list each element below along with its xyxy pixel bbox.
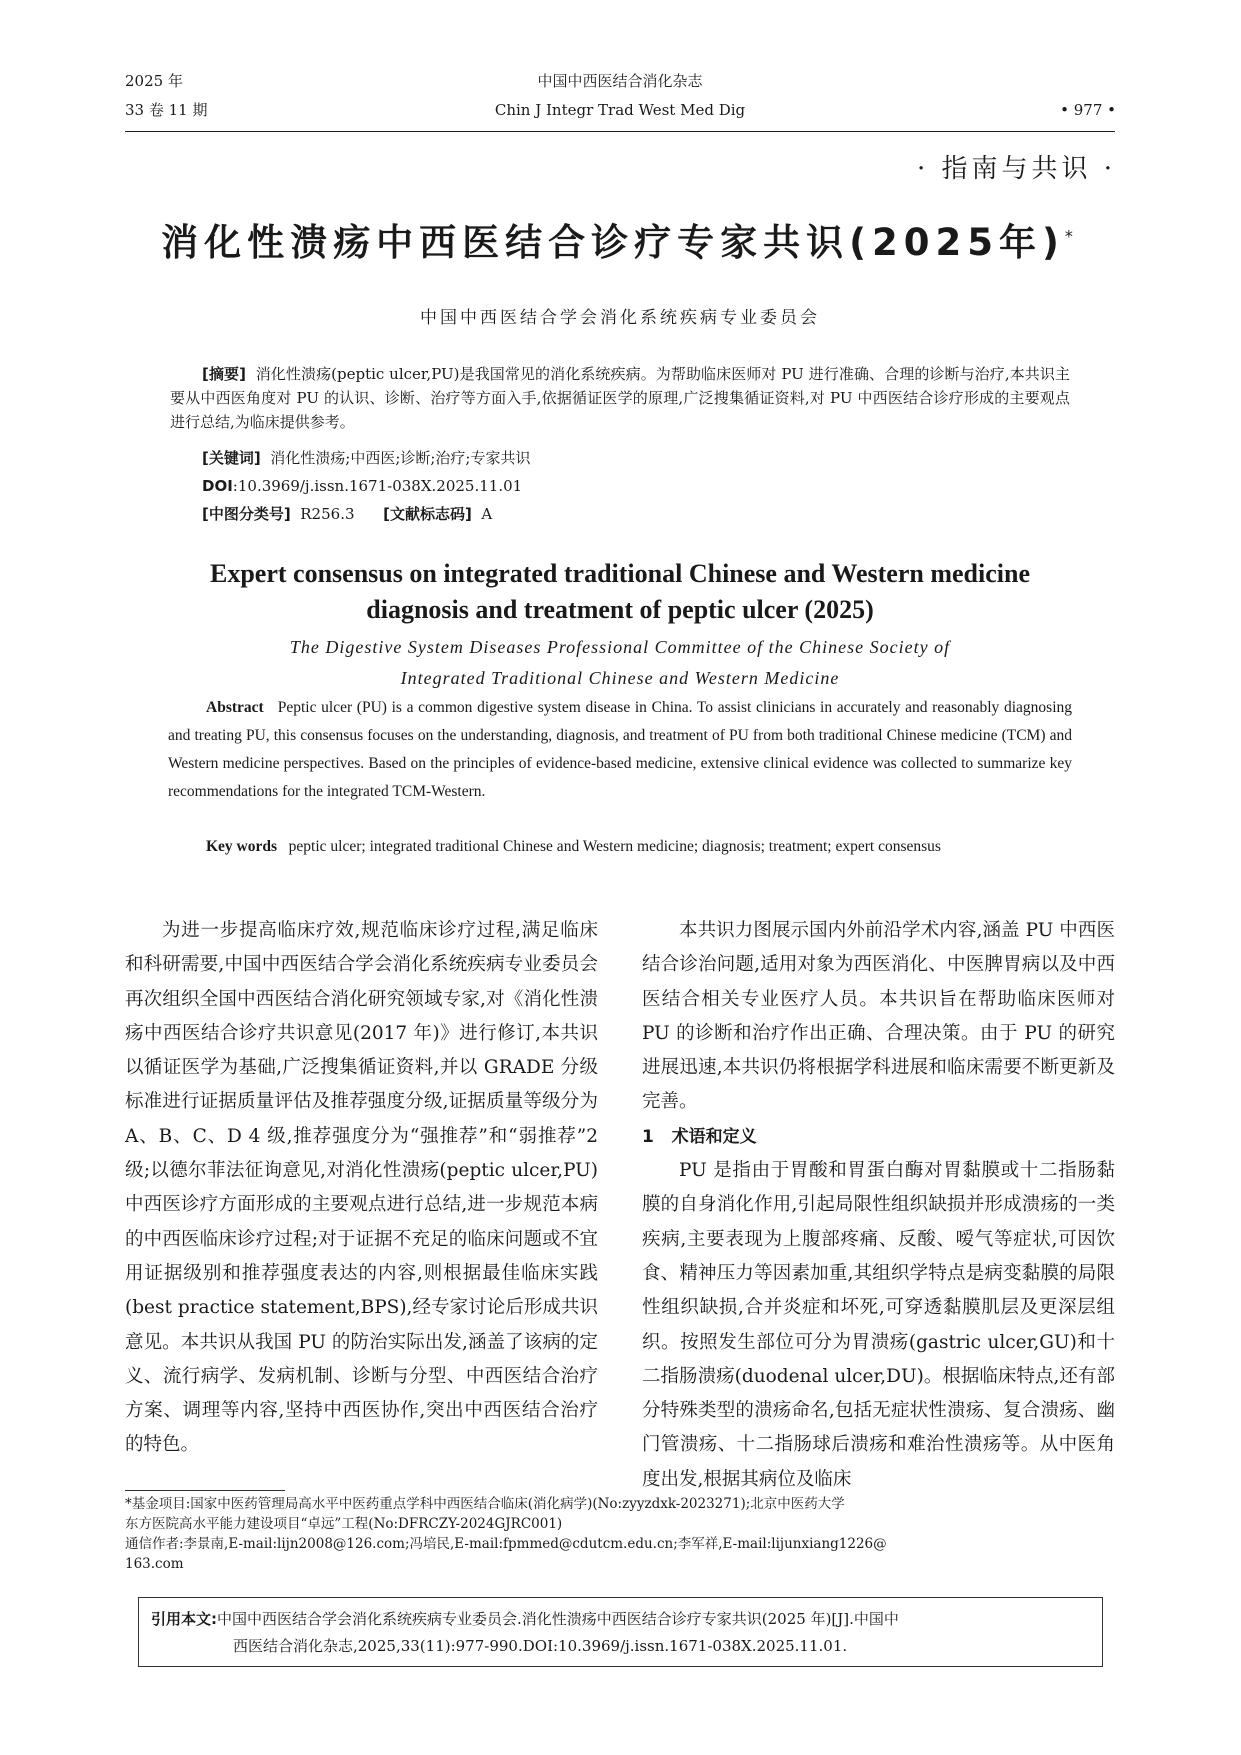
body-paragraph-intro: 为进一步提高临床疗效,规范临床诊疗过程,满足临床和科研需要,中国中西医结合学会消化系统疾病专业委员会再次组织全国中西医结合消化研究领域专家,对《消化性溃疡中西医结合诊疗共识意见(2017 年)》进行修订,本共识以循证医学为基础,广泛搜集循证资料,并以 GRADE 分级标准进行证据质量评估及推荐强度分级,证据质量等级分为 A、B、C、D 4 级,推荐强度分为“强推荐”和“弱推荐”2 级;以德尔菲法征询意见,对消化性溃疡(peptic ulcer,PU)中西医诊疗方面形成的主要观点进行总结,进一步规范本病的中西医临床诊疗过程;对于证据不充足的临床问题或不宜用证据级别和推荐强度表达的内容,则根据最佳临床实践(best practice statement,BPS),经专家讨论后形成共识意见。本共识从我国 PU 的防治实际出发,涵盖了该病的定义、流行病学、发病机制、诊断与分型、中西医结合治疗方案、调理等内容,坚持中西医协作,突出中西医结合治疗的特色。 [125,920,598,1456]
keywords-cn-label: [关键词] [202,449,261,467]
section-number: 1 [642,1126,654,1147]
title-en [125,556,1115,628]
keywords-en [168,833,1072,861]
classification-line [202,502,492,526]
header-volume: 33 卷 11 期 [125,101,208,119]
clc-value: R256.3 [300,505,355,523]
citation-box [138,1597,1103,1667]
citation-line-1 [151,1606,1090,1633]
section-heading-1 [642,1120,1115,1154]
header-page-number: • 977 • [1060,101,1116,119]
title-cn-text: 消化性溃疡中西医结合诊疗专家共识(2025年) [161,221,1065,264]
doc-code-value: A [481,505,493,523]
doi-label: DOI [202,477,233,495]
abstract-en [168,694,1072,806]
abstract-cn [170,362,1070,434]
corresponding-line-2: 163.com [125,1556,184,1572]
fund-line-2: 东方医院高水平能力建设项目“卓远”工程(No:DFRCZY-2024GJRC001) [125,1516,563,1532]
title-cn [140,212,1100,266]
column-label: · 指南与共识 · [916,154,1116,184]
fund-line-1: *基金项目:国家中医药管理局高水平中医药重点学科中西医结合临床(消化病学)(No:zyyzdxk-2023271);北京中医药大学 [125,1496,845,1512]
body-left-column [125,914,598,1463]
author-en-line1: The Digestive System Diseases Professional Committee of the Chinese Society of [289,637,951,657]
doi-value: :10.3969/j.issn.1671-038X.2025.11.01 [232,477,523,495]
clc-label: [中图分类号] [202,505,291,523]
author-en-line2: Integrated Traditional Chinese and Western Medicine [400,668,840,688]
citation-text-1: 中国中西医结合学会消化系统疾病专业委员会.消化性溃疡中西医结合诊疗专家共识(2025 年)[J].中国中 [217,1610,899,1628]
keywords-en-text: peptic ulcer; integrated traditional Chinese and Western medicine; diagnosis; treatment; expert consensus [288,838,941,855]
body-paragraph-scope: 本共识力图展示国内外前沿学术内容,涵盖 PU 中西医结合诊治问题,适用对象为西医消化、中医脾胃病以及中西医结合相关专业医疗人员。本共识旨在帮助临床医师对 PU 的诊断和治疗作出正确、合理决策。由于 PU 的研究进展迅速,本共识仍将根据学科进展和临床需要不断更新及完善。 [642,920,1115,1113]
title-en-line1: Expert consensus on integrated traditional Chinese and Western medicine [210,559,1030,588]
doi-line [202,474,522,498]
abstract-cn-text: 消化性溃疡(peptic ulcer,PU)是我国常见的消化系统疾病。为帮助临床医师对 PU 进行准确、合理的诊断与治疗,本共识主要从中西医角度对 PU 的认识、诊断、治疗等方面入手,依据循证医学的原理,广泛搜集循证资料,对 PU 中西医结合诊疗形成的主要观点进行总结,为临床提供参考。 [170,365,1070,431]
doc-code-label: [文献标志码] [383,505,472,523]
body-paragraph-definition: PU 是指由于胃酸和胃蛋白酶对胃黏膜或十二指肠黏膜的自身消化作用,引起局限性组织缺损并形成溃疡的一类疾病,主要表现为上腹部疼痛、反酸、嗳气等症状,可因饮食、精神压力等因素加重,其组织学特点是病变黏膜的局限性组织缺损,合并炎症和坏死,可穿透黏膜肌层及更深层组织。按照发生部位可分为胃溃疡(gastric ulcer,GU)和十二指肠溃疡(duodenal ulcer,DU)。根据临床特点,还有部分特殊类型的溃疡命名,包括无症状性溃疡、复合溃疡、幽门管溃疡、十二指肠球后溃疡和难治性溃疡等。从中医角度出发,根据其病位及临床 [642,1160,1115,1490]
header-year: 2025 年 [125,72,183,90]
corresponding-line-1: 通信作者:李景南,E-mail:lijn2008@126.com;冯培民,E-mail:fpmmed@cdutcm.edu.cn;李军祥,E-mail:lijunxiang1226@ [125,1536,887,1552]
keywords-cn-text: 消化性溃疡;中西医;诊断;治疗;专家共识 [270,449,531,467]
keywords-en-label: Key words [206,838,278,855]
footnotes [125,1494,1115,1574]
header-journal-en: Chin J Integr Trad West Med Dig [494,101,746,119]
citation-line-2: 西医结合消化杂志,2025,33(11):977-990.DOI:10.3969/j.issn.1671-038X.2025.11.01. [233,1637,848,1655]
author-en [125,632,1115,694]
title-footnote-mark: * [1064,226,1079,246]
title-en-line2: diagnosis and treatment of peptic ulcer (2025) [366,595,874,624]
section-title: 术语和定义 [671,1126,757,1147]
header-journal-cn: 中国中西医结合消化杂志 [537,72,703,90]
body-right-column [642,914,1115,1497]
footnote-rule [125,1490,285,1491]
keywords-cn [202,446,530,470]
author-cn: 中国中西医结合学会消化系统疾病专业委员会 [420,308,820,328]
abstract-en-label: Abstract [206,699,264,716]
header-rule [125,131,1115,132]
abstract-cn-label: [摘要] [202,365,246,383]
citation-label: 引用本文: [151,1610,217,1628]
abstract-en-text: Peptic ulcer (PU) is a common digestive system disease in China. To assist clinicians in accurately and reasonably diagnosing and treating PU, this consensus focuses on the understanding, diagnosis, and treatment of PU from both traditional Chinese medicine (TCM) and Western medicine perspectives. Based on the principles of evidence-based medicine, extensive clinical evidence was collected to summarize key recommendations for the integrated TCM-Western. [168,699,1073,800]
